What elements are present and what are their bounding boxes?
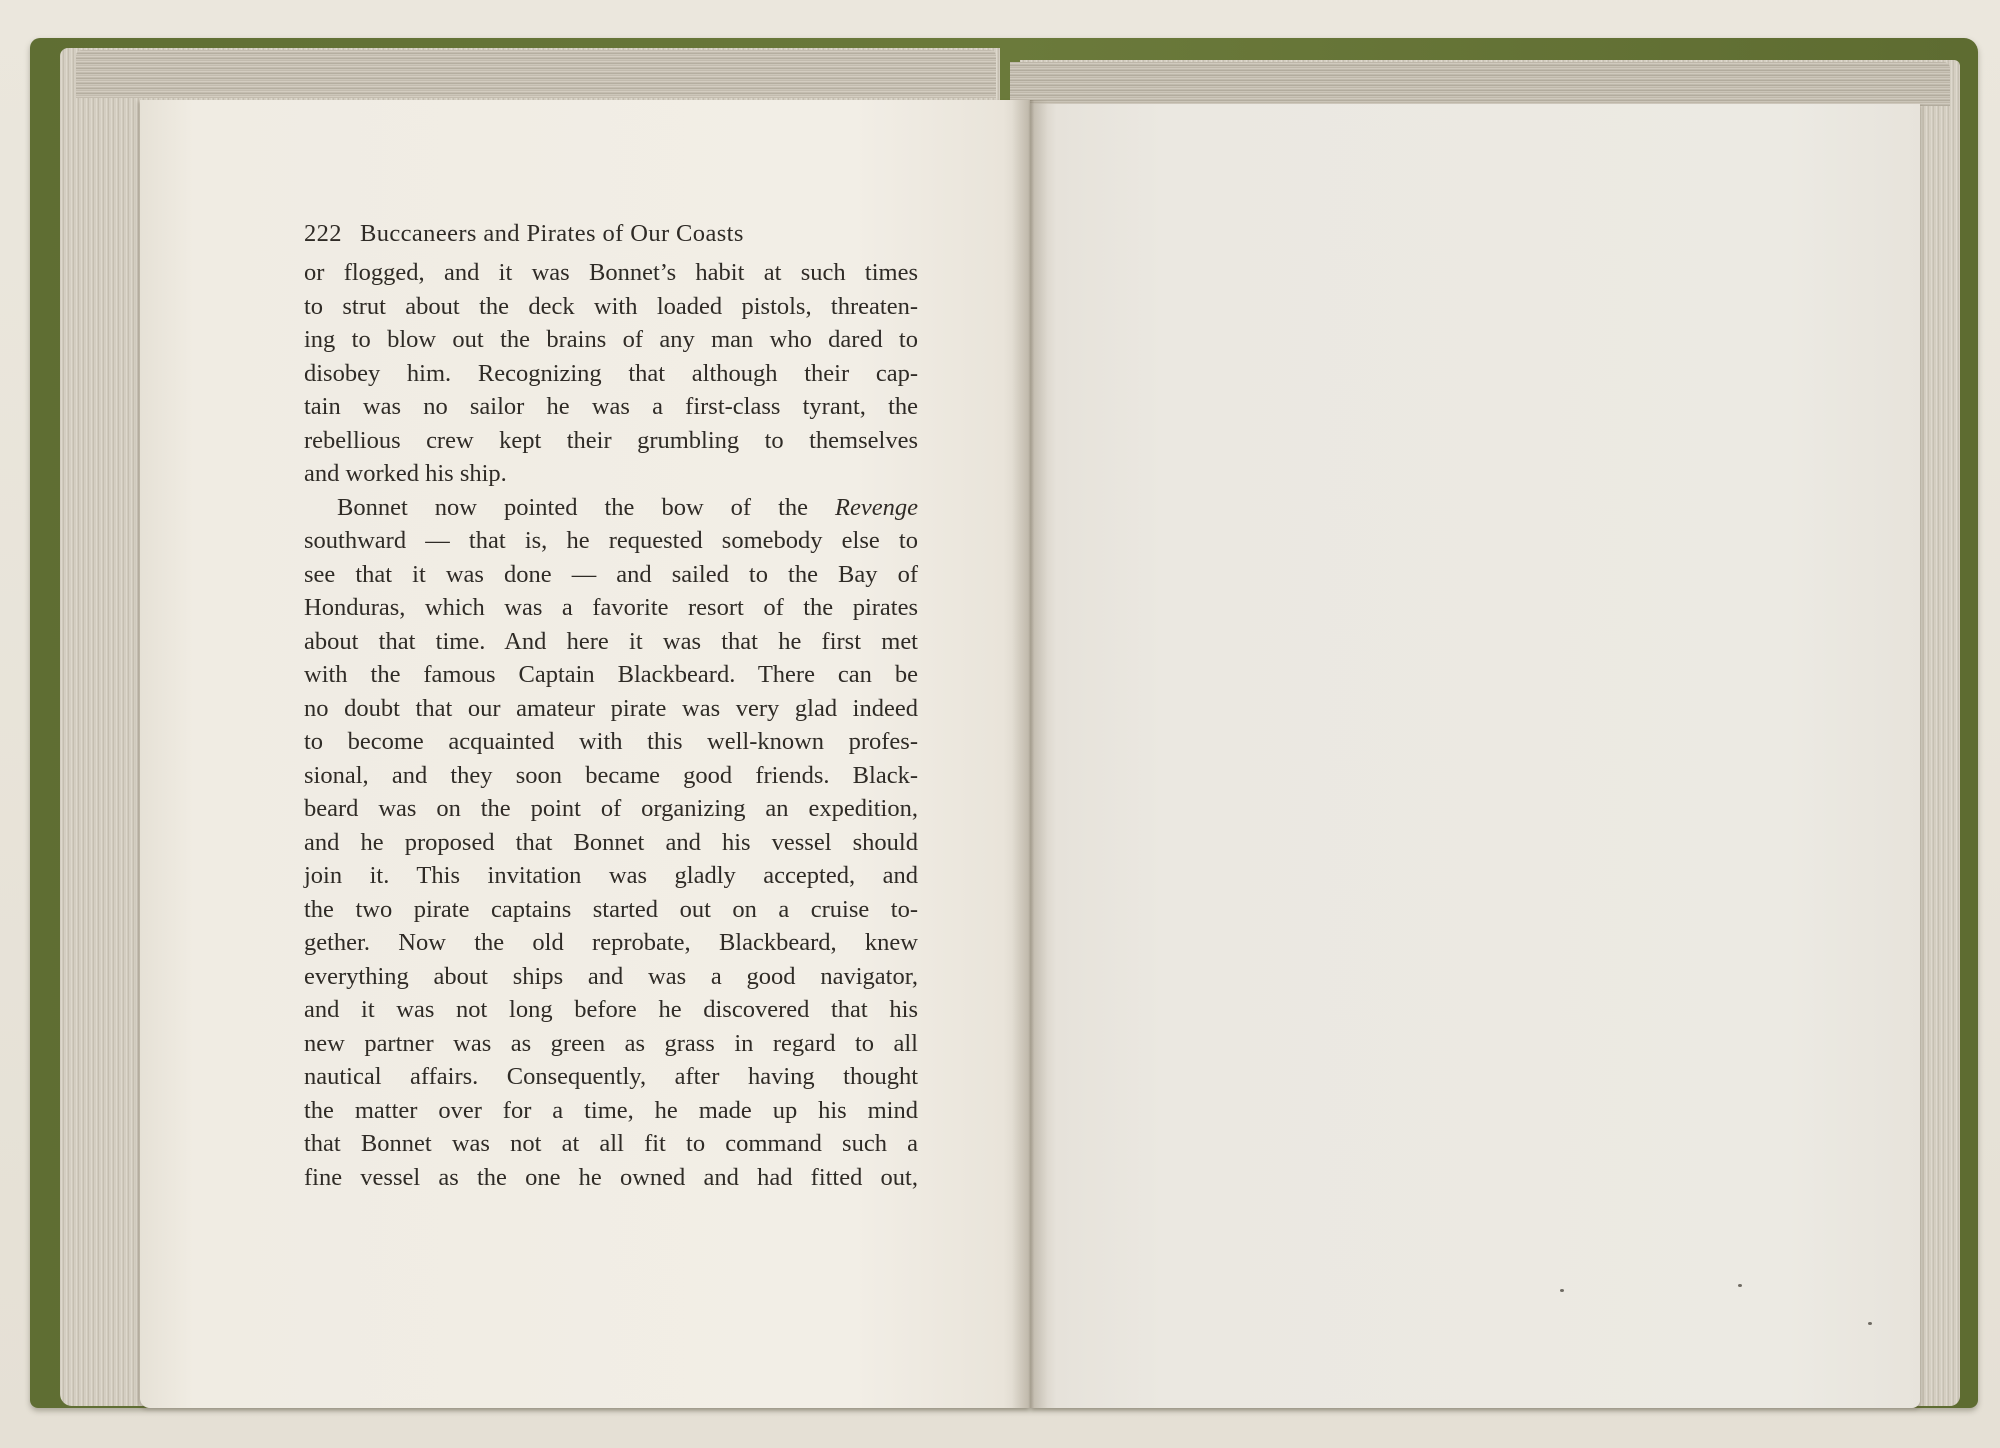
- running-head: [304, 220, 918, 248]
- text-line: and he proposed that Bonnet and his vessel should: [304, 828, 918, 856]
- text-line: gether. Now the old reprobate, Blackbeard, knew: [304, 929, 918, 956]
- top-page-edges-left: [76, 50, 996, 98]
- right-page-blank: [1030, 104, 1920, 1408]
- text-line: to strut about the deck with loaded pistols, threaten-: [304, 292, 918, 320]
- text-line: that Bonnet was not at all fit to command such a: [304, 1130, 918, 1157]
- text-line: join it. This invitation was gladly accepted, and: [304, 862, 918, 889]
- text-line: fine vessel as the one he owned and had fitted out,: [304, 1163, 918, 1191]
- text-line: rebellious crew kept their grumbling to themselves: [304, 426, 918, 454]
- ship-name-italic: Revenge: [835, 493, 918, 521]
- text-line: and it was not long before he discovered that his: [304, 996, 918, 1023]
- paper-speck: [1868, 1322, 1872, 1325]
- text-line: no doubt that our amateur pirate was very glad indeed: [304, 694, 918, 722]
- text-line: the matter over for a time, he made up his mind: [304, 1096, 918, 1124]
- text-line: southward — that is, he requested somebody else to: [304, 527, 918, 554]
- text-line: or flogged, and it was Bonnet’s habit at such times: [304, 259, 918, 286]
- text-line: nautical affairs. Consequently, after having thought: [304, 1063, 918, 1090]
- text-line: see that it was done — and sailed to the Bay of: [304, 560, 918, 588]
- top-page-edges-right: [1010, 62, 1950, 106]
- text-line: new partner was as green as grass in regard to all: [304, 1029, 918, 1057]
- text-line: everything about ships and was a good navigator,: [304, 962, 918, 990]
- text-line: tain was no sailor he was a first-class tyrant, the: [304, 393, 918, 420]
- text-line: to become acquainted with this well-known profes-: [304, 728, 918, 755]
- text-line: and worked his ship.: [304, 460, 507, 487]
- text-line: the two pirate captains started out on a cruise to-: [304, 895, 918, 923]
- text-line: beard was on the point of organizing an expedition,: [304, 795, 918, 822]
- page-text-block: [304, 220, 918, 1194]
- text-line-with-ship-name: [304, 491, 918, 525]
- paper-speck: [1560, 1289, 1564, 1292]
- text-fragment: Bonnet now pointed the bow of the: [337, 493, 809, 521]
- text-line: about that time. And here it was that he first met: [304, 627, 918, 655]
- text-line: disobey him. Recognizing that although their cap-: [304, 359, 918, 387]
- book-gutter: [1012, 100, 1048, 1408]
- running-head-title: Buccaneers and Pirates of Our Coasts: [359, 220, 744, 247]
- text-line: with the famous Captain Blackbeard. There can be: [304, 661, 918, 688]
- text-line: Honduras, which was a favorite resort of the pirates: [304, 594, 918, 621]
- paper-speck: [1738, 1284, 1742, 1287]
- text-line: ing to blow out the brains of any man who dared to: [304, 326, 918, 353]
- page-number: 222: [304, 220, 342, 247]
- text-line: sional, and they soon became good friends. Black-: [304, 761, 918, 789]
